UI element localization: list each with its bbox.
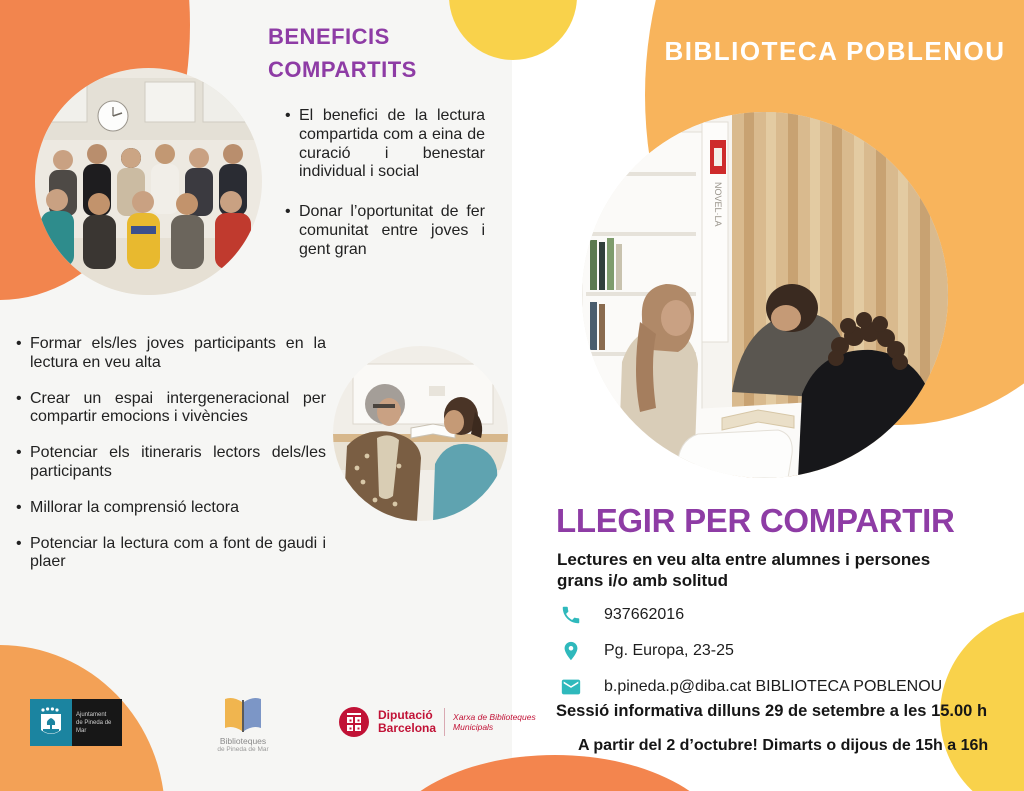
benefits-heading-line1: BENEFICIS [268, 24, 390, 49]
diputacio-logo-line2: Barcelona [378, 721, 437, 735]
program-title: LLEGIR PER COMPARTIR [556, 502, 955, 539]
schedule-line: A partir del 2 d’octubre! Dimarts o dijous de 15h a 16h [578, 737, 989, 754]
objectives-list-item: • Crear un espai intergeneracional per compartir emocions i vivències [30, 390, 326, 428]
email-icon [560, 676, 582, 698]
biblioteques-pineda-logo [208, 696, 278, 753]
biblioteques-book-icon [219, 696, 267, 734]
ajuntament-logo-line2: de Pineda de Mar [76, 719, 112, 734]
info-session-line: Sessió informativa dilluns 29 de setembre a les 15.00 h [556, 702, 988, 720]
phone-number: 937662016 [604, 606, 685, 623]
objectives-list-item: • Formar els/les joves participants en la lectura en veu alta [30, 335, 326, 373]
conversation-photo [333, 346, 508, 521]
benefits-heading [268, 20, 417, 86]
benefits-heading-line2: COMPARTITS [268, 57, 417, 82]
objectives-list-item: • Millorar la comprensió lectora [30, 499, 326, 518]
benefits-list-item: • Donar l’oportunitat de fer comunitat entre joves i gent gran [299, 203, 485, 259]
program-subtitle: Lectures en veu alta entre alumnes i persones grans i/o amb solitud [557, 550, 931, 590]
ajuntament-crest-icon [30, 699, 72, 746]
location-icon [560, 640, 582, 662]
objectives-list-item: • Potenciar la lectura com a font de gaudi i plaer [30, 535, 326, 573]
benefits-list-item: • El benefici de la lectura compartida com a eina de curació i benestar individual i social [299, 107, 485, 182]
benefits-list [299, 107, 485, 260]
library-reading-photo [582, 112, 948, 478]
ajuntament-logo-text [72, 699, 122, 746]
xarxa-line1: Xarxa de Biblioteques [453, 712, 536, 722]
phone-row [560, 604, 684, 626]
phone-icon [560, 604, 582, 626]
ajuntament-pineda-logo [30, 699, 122, 746]
ajuntament-logo-line1: Ajuntament [76, 711, 107, 718]
diputacio-logo-text [378, 709, 436, 735]
diputacio-seal-icon [338, 706, 370, 738]
email-text: b.pineda.p@diba.cat BIBLIOTECA POBLENOU [604, 678, 943, 695]
diputacio-logo-divider [444, 708, 445, 736]
decorative-yellow-circle-bottom-right [940, 610, 1024, 791]
diputacio-logo-line1: Diputació [378, 708, 433, 722]
svg-text:NOVEL·LA: NOVEL·LA [713, 182, 723, 227]
diputacio-barcelona-logo [338, 706, 536, 738]
biblioteques-logo-line1: Biblioteques [219, 736, 267, 746]
conversation-photo-illustration [333, 346, 508, 521]
group-photo [35, 68, 262, 295]
objectives-list-item: • Potenciar els itineraris lectors dels/les participants [30, 444, 326, 482]
library-name-header: BIBLIOTECA POBLENOU [664, 36, 1006, 66]
library-reading-photo-illustration [582, 112, 948, 478]
xarxa-line2: Municipals [453, 722, 494, 732]
address-text: Pg. Europa, 23-25 [604, 642, 734, 659]
group-photo-illustration [35, 68, 262, 295]
address-row [560, 640, 734, 662]
biblioteques-logo-line2: de Pineda de Mar [217, 746, 269, 753]
xarxa-biblioteques-text [453, 712, 536, 732]
email-row [560, 676, 942, 698]
objectives-list [30, 335, 326, 572]
